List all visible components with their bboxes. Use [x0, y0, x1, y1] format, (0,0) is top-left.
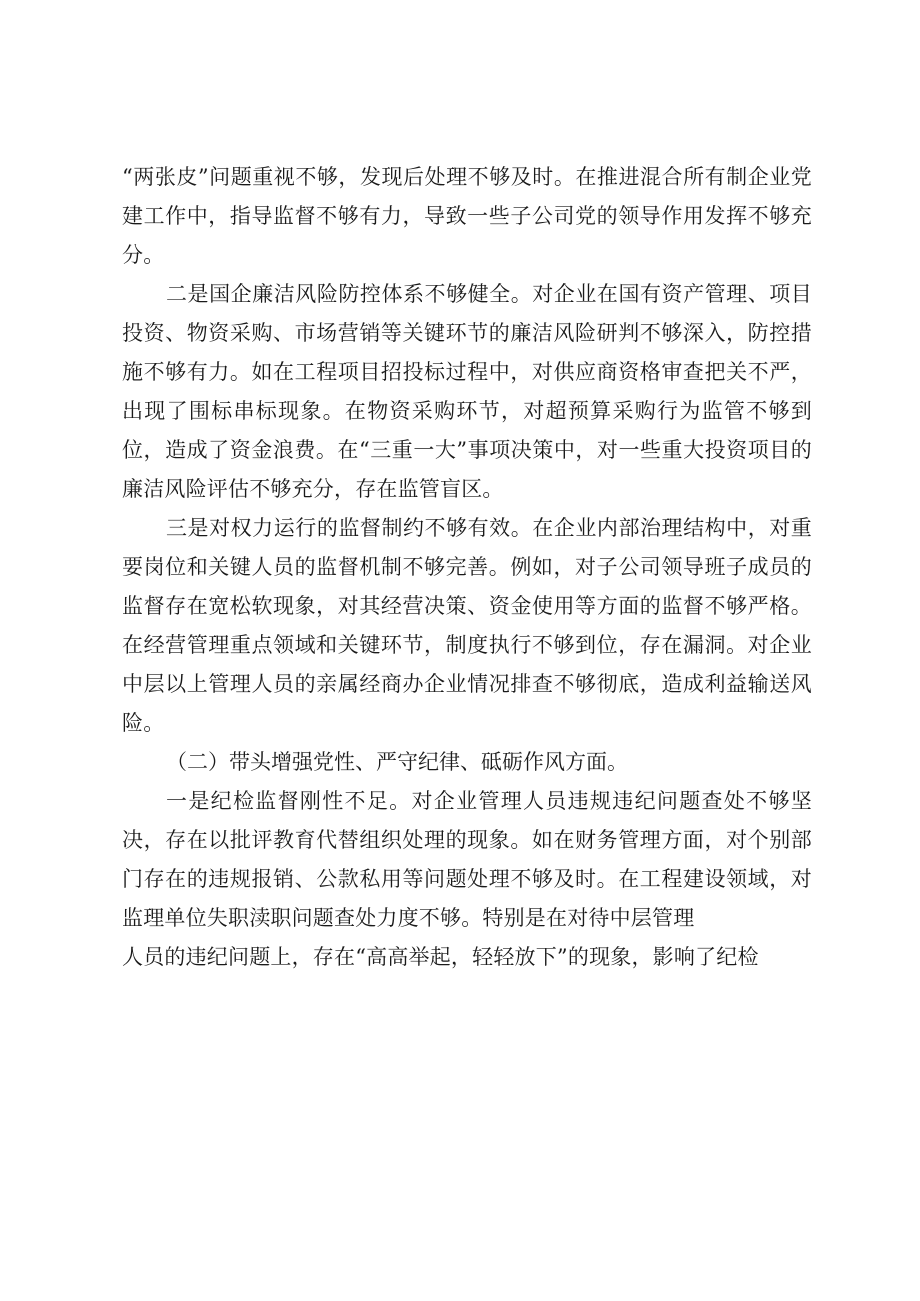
paragraph-discipline-inspection: 一是纪检监督刚性不足。对企业管理人员违规违纪问题查处不够坚决，存在以批评教育代替组织处理的现象。如在财务管理方面，对个别部门存在的违规报销、公款私用等问题处理不够及时。在工程建设领域，对监理单位失职渎职问题查处力度不够。特别是在对待中层管理	[122, 789, 812, 930]
paragraph-trailing-line: 人员的违纪问题上，存在“高高举起，轻轻放下”的现象，影响了纪检	[122, 945, 759, 969]
paragraph-risk-prevention: 二是国企廉洁风险防控体系不够健全。对企业在国有资产管理、项目投资、物资采购、市场营销等关键环节的廉洁风险研判不够深入，防控措施不够有力。如在工程项目招投标过程中，对供应商资格审查把关不严，出现了围标串标现象。在物资采购环节，对超预算采购行为监管不够到位，造成了资金浪费。在“三重一大”事项决策中，对一些重大投资项目的廉洁风险评估不够充分，存在监管盲区。	[122, 282, 812, 501]
document-page	[122, 158, 812, 977]
paragraph-continuation: “两张皮”问题重视不够，发现后处理不够及时。在推进混合所有制企业党建工作中，指导监督不够有力，导致一些子公司党的领导作用发挥不够充分。	[122, 165, 812, 267]
section-heading: （二）带头增强党性、严守纪律、砥砺作风方面。	[166, 750, 628, 774]
paragraph-power-supervision: 三是对权力运行的监督制约不够有效。在企业内部治理结构中，对重要岗位和关键人员的监督机制不够完善。例如，对子公司领导班子成员的监督存在宽松软现象，对其经营决策、资金使用等方面的监督不够严格。在经营管理重点领域和关键环节，制度执行不够到位，存在漏洞。对企业中层以上管理人员的亲属经商办企业情况排查不够彻底，造成利益输送风险。	[122, 516, 812, 735]
